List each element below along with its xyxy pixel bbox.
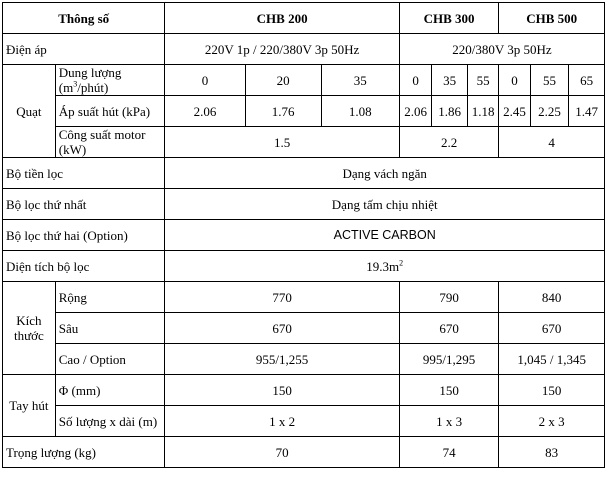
header-param: Thông số — [3, 3, 165, 34]
pressure-cell: 1.86 — [432, 96, 468, 127]
size-width-label: Rộng — [55, 282, 165, 313]
fan-group-label: Quạt — [3, 65, 56, 158]
arm-diameter-label: Φ (mm) — [55, 375, 165, 406]
prefilter-label: Bộ tiền lọc — [3, 158, 165, 189]
filter2-value: ACTIVE CARBON — [165, 220, 605, 251]
arm-count-row — [3, 406, 605, 437]
spec-table — [2, 2, 605, 468]
weight-chb200: 70 — [165, 437, 399, 468]
size-height-label: Cao / Option — [55, 344, 165, 375]
header-chb500: CHB 500 — [499, 3, 605, 34]
fan-flow-unit-post: /phút) — [77, 80, 109, 95]
pressure-cell: 1.76 — [245, 96, 321, 127]
filter1-label: Bộ lọc thứ nhất — [3, 189, 165, 220]
depth-chb300: 670 — [399, 313, 498, 344]
weight-label: Trọng lượng (kg) — [3, 437, 165, 468]
fan-motor-label-line1: Công suất motor — [58, 127, 146, 142]
filter2-row — [3, 220, 605, 251]
count-chb500: 2 x 3 — [499, 406, 605, 437]
width-chb300: 790 — [399, 282, 498, 313]
weight-row — [3, 437, 605, 468]
prefilter-value: Dạng vách ngăn — [165, 158, 605, 189]
height-chb200: 955/1,255 — [165, 344, 399, 375]
flow-cell: 65 — [569, 65, 605, 96]
flow-cell: 35 — [432, 65, 468, 96]
diameter-chb300: 150 — [399, 375, 498, 406]
fan-motor-label — [55, 127, 165, 158]
filter1-value: Dạng tấm chịu nhiệt — [165, 189, 605, 220]
size-width-row — [3, 282, 605, 313]
depth-chb500: 670 — [499, 313, 605, 344]
height-chb300: 995/1,295 — [399, 344, 498, 375]
pressure-cell: 1.18 — [467, 96, 498, 127]
fan-flow-unit-sup: 3 — [73, 79, 78, 89]
arm-diameter-row — [3, 375, 605, 406]
arm-count-label: Số lượng x dài (m) — [55, 406, 165, 437]
size-depth-label: Sâu — [55, 313, 165, 344]
size-group-label-line2: thước — [13, 328, 44, 343]
flow-cell: 0 — [399, 65, 431, 96]
voltage-label: Điện áp — [3, 34, 165, 65]
fan-pressure-row — [3, 96, 605, 127]
filter-area-value — [165, 251, 605, 282]
width-chb500: 840 — [499, 282, 605, 313]
motor-chb500: 4 — [499, 127, 605, 158]
flow-cell: 55 — [467, 65, 498, 96]
voltage-row — [3, 34, 605, 65]
fan-flow-label — [55, 65, 165, 96]
filter-area-value-sup: 2 — [399, 258, 404, 268]
weight-chb300: 74 — [399, 437, 498, 468]
header-chb200: CHB 200 — [165, 3, 399, 34]
voltage-chb200: 220V 1p / 220/380V 3p 50Hz — [165, 34, 399, 65]
count-chb200: 1 x 2 — [165, 406, 399, 437]
diameter-chb500: 150 — [499, 375, 605, 406]
flow-cell: 55 — [530, 65, 569, 96]
filter2-label: Bộ lọc thứ hai (Option) — [3, 220, 165, 251]
width-chb200: 770 — [165, 282, 399, 313]
voltage-chb300-500: 220/380V 3p 50Hz — [399, 34, 604, 65]
size-height-row — [3, 344, 605, 375]
diameter-chb200: 150 — [165, 375, 399, 406]
pressure-cell: 2.06 — [399, 96, 431, 127]
pressure-cell: 2.25 — [530, 96, 569, 127]
flow-cell: 0 — [165, 65, 245, 96]
flow-cell: 35 — [321, 65, 399, 96]
arm-group-label: Tay hút — [3, 375, 56, 437]
fan-flow-label-main: Dung lượng — [58, 65, 122, 80]
size-depth-row — [3, 313, 605, 344]
flow-cell: 20 — [245, 65, 321, 96]
pressure-cell: 2.45 — [499, 96, 530, 127]
height-chb500: 1,045 / 1,345 — [499, 344, 605, 375]
motor-chb300: 2.2 — [399, 127, 498, 158]
pressure-cell: 1.47 — [569, 96, 605, 127]
fan-flow-unit-pre: (m — [58, 80, 74, 95]
header-chb300: CHB 300 — [399, 3, 498, 34]
size-group-label-line1: Kích — [16, 313, 42, 328]
weight-chb500: 83 — [499, 437, 605, 468]
size-group-label — [3, 282, 56, 375]
header-row — [3, 3, 605, 34]
fan-motor-row — [3, 127, 605, 158]
prefilter-row — [3, 158, 605, 189]
filter1-row — [3, 189, 605, 220]
motor-chb200: 1.5 — [165, 127, 399, 158]
flow-cell: 0 — [499, 65, 530, 96]
fan-pressure-label: Áp suất hút (kPa) — [55, 96, 165, 127]
fan-motor-label-line2: (kW) — [58, 142, 87, 157]
filter-area-label: Diện tích bộ lọc — [3, 251, 165, 282]
fan-flow-row — [3, 65, 605, 96]
count-chb300: 1 x 3 — [399, 406, 498, 437]
pressure-cell: 2.06 — [165, 96, 245, 127]
filter-area-row — [3, 251, 605, 282]
pressure-cell: 1.08 — [321, 96, 399, 127]
filter-area-value-pre: 19.3m — [366, 258, 400, 274]
depth-chb200: 670 — [165, 313, 399, 344]
